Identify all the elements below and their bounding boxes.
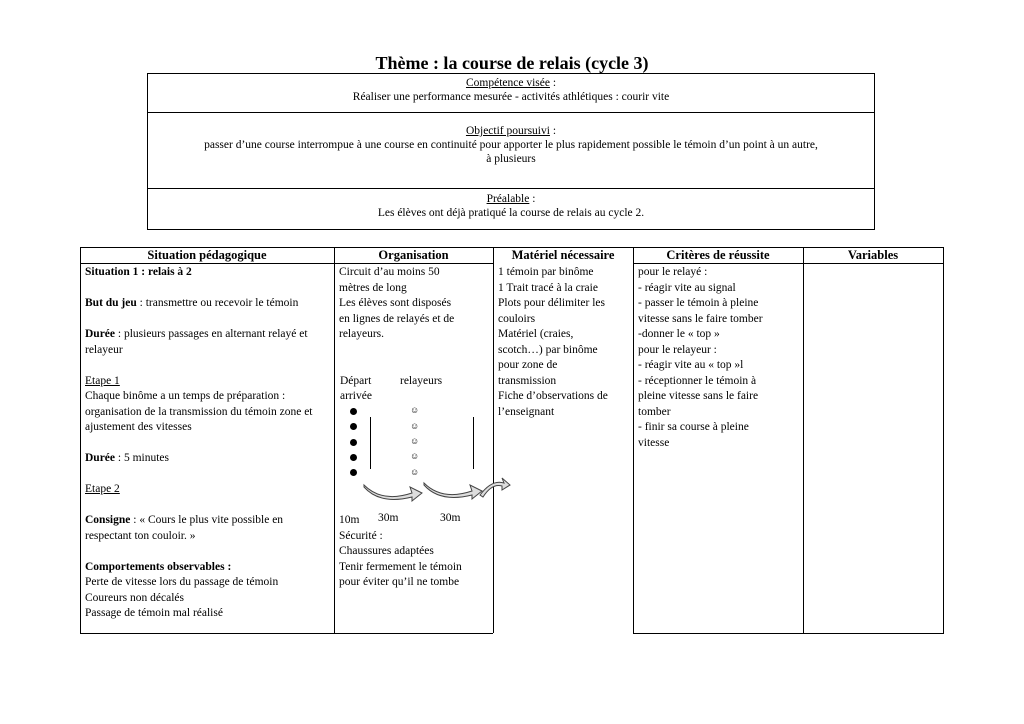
curved-arrow-icon [362, 475, 512, 505]
smiley-icon: ☺ [410, 436, 420, 446]
securite-line: Tenir fermement le témoin [339, 560, 462, 573]
etape-1-heading: Etape 1 [85, 374, 120, 387]
but-label: But du jeu [85, 297, 137, 309]
col-border [493, 247, 494, 633]
materiel-line: Matériel (craies, [498, 328, 574, 340]
runner-dot [350, 439, 357, 446]
critere-line: - finir sa course à pleine [638, 421, 749, 433]
materiel-cell [498, 265, 632, 420]
smiley-icon: ☺ [410, 421, 420, 431]
smiley-icon: ☺ [410, 405, 420, 415]
col-header-materiel: Matériel nécessaire [511, 248, 615, 262]
objectif-text-line: à plusieurs [486, 153, 536, 165]
distance-30m-2: 30m [440, 512, 461, 524]
objectif-suffix: : [549, 125, 557, 137]
critere-line: - réagir vite au « top »l [638, 359, 744, 371]
materiel-line: Fiche d’observations de [498, 390, 608, 402]
col-border [943, 247, 944, 633]
critere-line: - réceptionner le témoin à [638, 374, 757, 387]
materiel-line: scotch…) par binôme [498, 343, 598, 356]
col-border [803, 247, 804, 633]
lesson-table [80, 247, 944, 634]
objectif-heading: Objectif poursuivi [465, 125, 550, 137]
col-header-criteres: Critères de réussite [666, 248, 770, 262]
runner-dot [350, 469, 357, 476]
materiel-line: 1 Trait tracé à la craie [498, 281, 598, 294]
critere-line: vitesse [638, 436, 670, 449]
arrivee-label: arrivée [340, 390, 372, 402]
competence-section [148, 74, 874, 113]
duree-2 [85, 451, 331, 467]
runner-dot [350, 423, 357, 430]
etape-1-text: Chaque binôme a un temps de préparation : organisation de la transmission du témoin zone et ajustement des vitesses [85, 390, 313, 433]
criteres-cell [638, 265, 802, 451]
materiel-line: pour zone de [498, 359, 558, 371]
critere-line: -donner le « top » [638, 328, 720, 340]
critere-line: vitesse sans le faire tomber [638, 312, 763, 325]
securite-line: pour éviter qu’il ne tombe [339, 576, 460, 588]
lane-line [473, 417, 474, 469]
smiley-icon: ☺ [410, 451, 420, 461]
critere-line: pour le relayé : [638, 266, 708, 278]
prealable-text: Les élèves ont déjà pratiqué la course de relais au cycle 2. [377, 207, 645, 219]
comportement-item: Coureurs non décalés [85, 591, 184, 604]
situation-cell [85, 265, 331, 622]
distance-10m: 10m [339, 514, 360, 526]
organisation-line: en lignes de relayés et de [339, 312, 455, 325]
organisation-line: mètres de long [339, 281, 407, 294]
competence-heading: Compétence visée [465, 77, 550, 89]
table-bottom-border-left [80, 633, 493, 634]
organisation-line: Circuit d’au moins 50 [339, 266, 440, 278]
critere-line: pour le relayeur : [638, 343, 717, 356]
col-header-organisation: Organisation [378, 248, 449, 262]
prealable-section [148, 189, 874, 229]
comportement-item: Passage de témoin mal réalisé [85, 607, 223, 619]
materiel-line: couloirs [498, 312, 536, 325]
situation-title: Situation 1 : relais à 2 [85, 266, 192, 278]
critere-line: pleine vitesse sans le faire [638, 390, 759, 402]
comportement-item: Perte de vitesse lors du passage de témoin [85, 576, 279, 588]
materiel-line: Plots pour délimiter les [498, 297, 606, 309]
but-du-jeu [85, 296, 331, 312]
col-header-situation: Situation pédagogique [147, 248, 267, 262]
materiel-line: transmission [498, 374, 557, 387]
page-title: Thème : la course de relais (cycle 3) [375, 53, 649, 73]
organisation-line: relayeurs. [339, 328, 385, 340]
col-header-variables: Variables [847, 248, 899, 262]
critere-line: - réagir vite au signal [638, 281, 736, 294]
securite-line: Sécurité : [339, 529, 383, 542]
duree [85, 327, 331, 358]
duree-text: : plusieurs passages en alternant relayé et relayeur [85, 328, 308, 356]
relayeurs-label: relayeurs [400, 375, 443, 387]
objectif-text-line: passer d’une course interrompue à une course en continuité pour apporter le plus rapidement possible le témoin d’un point à un autre, [204, 139, 818, 151]
materiel-line: 1 témoin par binôme [498, 266, 594, 278]
etape-2-heading: Etape 2 [85, 483, 120, 495]
lane-line [370, 417, 371, 469]
critere-line: - passer le témoin à pleine [638, 297, 759, 309]
critere-line: tomber [638, 405, 671, 418]
prealable-suffix: : [529, 193, 536, 205]
col-border [334, 247, 335, 633]
duree-label: Durée [85, 328, 116, 340]
organisation-line: Les élèves sont disposés [339, 297, 452, 309]
competence-suffix: : [549, 77, 557, 89]
materiel-line: l’enseignant [498, 405, 555, 418]
distance-30m-1: 30m [378, 512, 399, 524]
prealable-heading: Préalable [486, 193, 530, 205]
consigne [85, 513, 331, 544]
col-border [633, 247, 634, 633]
consigne-text: : « Cours le plus vite possible en respectant ton couloir. » [85, 514, 284, 542]
but-text: : transmettre ou recevoir le témoin [136, 297, 299, 309]
depart-label: Départ [340, 375, 372, 387]
objectif-section [148, 113, 874, 189]
duree-2-text: : 5 minutes [115, 452, 170, 464]
comportements-heading: Comportements observables : [85, 560, 232, 573]
runner-dot [350, 408, 357, 415]
smiley-icon: ☺ [410, 467, 420, 477]
securite-line: Chaussures adaptées [339, 545, 434, 557]
col-border [80, 247, 81, 633]
header-box [147, 73, 875, 230]
relay-diagram [340, 375, 490, 525]
organisation-cell [339, 265, 491, 343]
duree-2-label: Durée [85, 452, 116, 464]
runner-dot [350, 454, 357, 461]
competence-text: Réaliser une performance mesurée - activités athlétiques : courir vite [352, 91, 670, 103]
table-bottom-border-right [633, 633, 944, 634]
consigne-label: Consigne [85, 514, 131, 526]
